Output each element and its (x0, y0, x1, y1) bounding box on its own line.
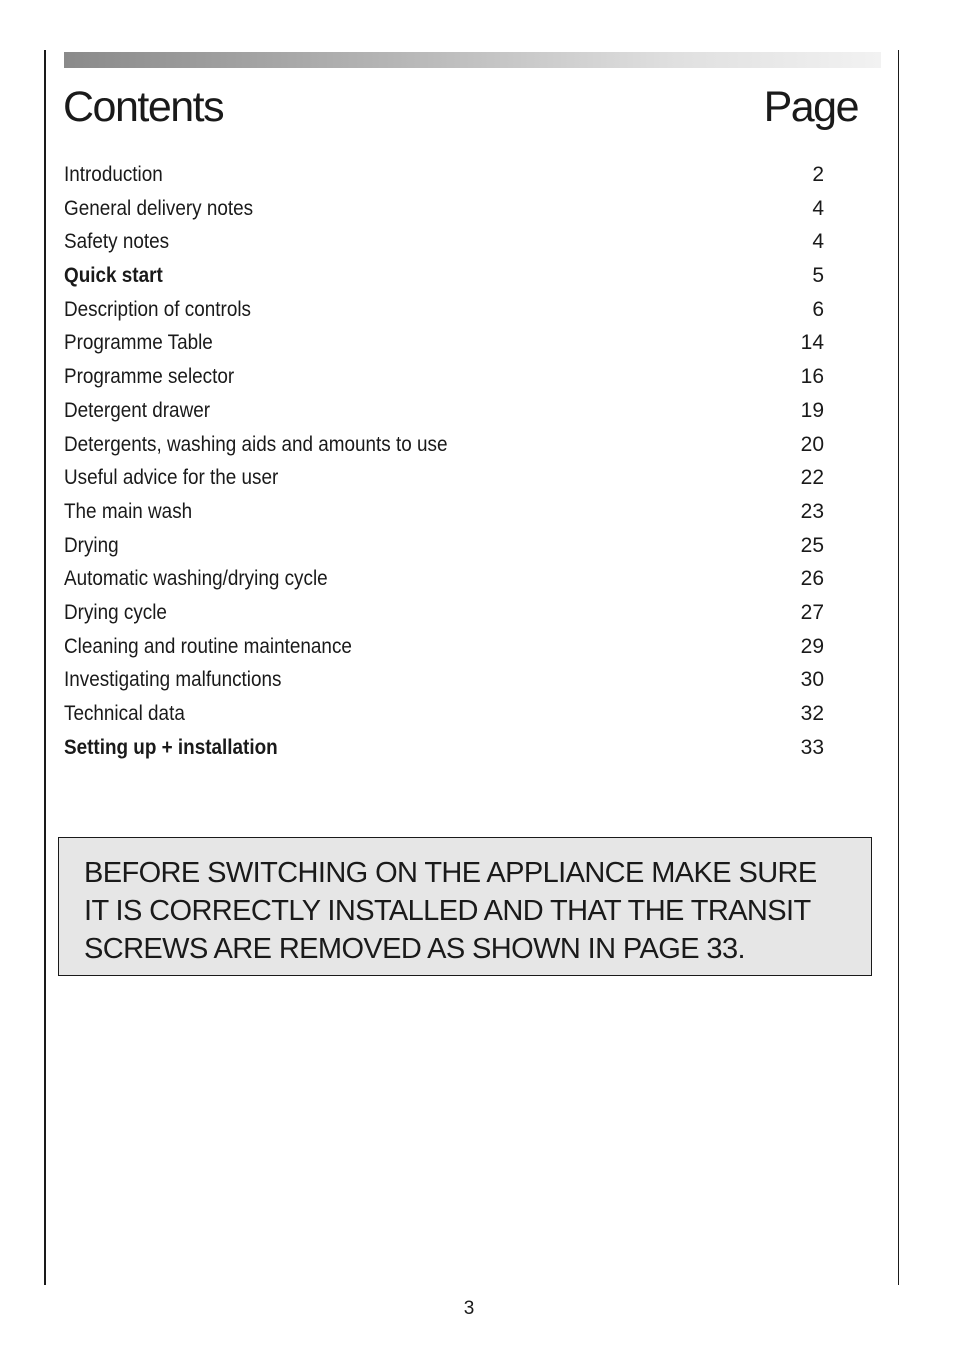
toc-entry (64, 192, 824, 226)
left-margin-rule (44, 50, 46, 1285)
toc-entry-label: Detergent drawer (64, 398, 211, 422)
toc-entry-label: Programme Table (64, 331, 213, 355)
toc-entry-label: Description of controls (64, 297, 251, 321)
toc-entry-page: 26 (800, 567, 824, 591)
warning-box (58, 837, 872, 976)
toc-entry-page: 4 (812, 196, 824, 220)
toc-entry-page: 2 (812, 163, 824, 186)
toc-entry (64, 596, 824, 630)
toc-entry (64, 529, 824, 563)
toc-entry-page: 33 (800, 735, 824, 759)
toc-entry (64, 461, 824, 495)
table-of-contents (64, 158, 824, 764)
toc-entry-label: Programme selector (64, 365, 235, 389)
warning-text: BEFORE SWITCHING ON THE APPLIANCE MAKE SURE IT IS CORRECTLY INSTALLED AND THAT THE TRANSIT SCREWS ARE REMOVED AS SHOWN IN PAGE 33. (84, 857, 817, 965)
toc-entry-page: 23 (800, 499, 824, 523)
toc-entry-page: 29 (800, 634, 824, 658)
toc-entry-label: Technical data (64, 702, 185, 725)
toc-entry-label: Drying cycle (64, 600, 167, 624)
page-column-heading: Page (763, 83, 858, 131)
toc-entry-page: 22 (800, 466, 824, 490)
toc-entry (64, 663, 824, 697)
toc-entry (64, 259, 824, 293)
toc-entry-label: Safety notes (64, 230, 170, 254)
toc-entry-label: Introduction (64, 163, 163, 186)
toc-entry (64, 394, 824, 428)
toc-entry (64, 697, 824, 731)
toc-entry (64, 326, 824, 360)
toc-entry-page: 20 (800, 432, 824, 456)
toc-entry (64, 495, 824, 529)
toc-entry-page: 16 (800, 365, 824, 389)
toc-entry-page: 32 (800, 702, 824, 725)
toc-entry (64, 158, 824, 192)
toc-entry (64, 562, 824, 596)
toc-entry (64, 428, 824, 462)
toc-entry-label: Setting up + installation (64, 735, 278, 759)
toc-entry-label: Useful advice for the user (64, 466, 279, 490)
toc-entry-page: 4 (812, 230, 824, 254)
toc-entry-label: Investigating malfunctions (64, 668, 282, 692)
toc-entry-page: 25 (800, 533, 824, 557)
toc-entry-label: Detergents, washing aids and amounts to use (64, 432, 448, 456)
toc-entry (64, 731, 824, 765)
page-number: 3 (463, 1298, 475, 1319)
toc-entry-label: The main wash (64, 499, 193, 523)
toc-entry-page: 14 (800, 331, 824, 355)
toc-entry-page: 5 (812, 264, 824, 288)
toc-entry-page: 19 (800, 398, 824, 422)
toc-entry-page: 27 (800, 600, 824, 624)
toc-entry-label: Drying (64, 533, 119, 557)
toc-entry (64, 360, 824, 394)
header-gradient-bar (64, 52, 881, 68)
contents-heading: Contents (63, 83, 224, 131)
toc-entry-label: Cleaning and routine maintenance (64, 634, 352, 658)
toc-entry-label: General delivery notes (64, 196, 254, 220)
toc-entry-label: Quick start (64, 264, 163, 288)
toc-entry (64, 225, 824, 259)
toc-entry (64, 293, 824, 327)
toc-entry-page: 30 (800, 668, 824, 692)
toc-entry-page: 6 (812, 297, 824, 321)
right-margin-rule (898, 50, 899, 1285)
toc-entry (64, 630, 824, 664)
toc-entry-label: Automatic washing/drying cycle (64, 567, 328, 591)
